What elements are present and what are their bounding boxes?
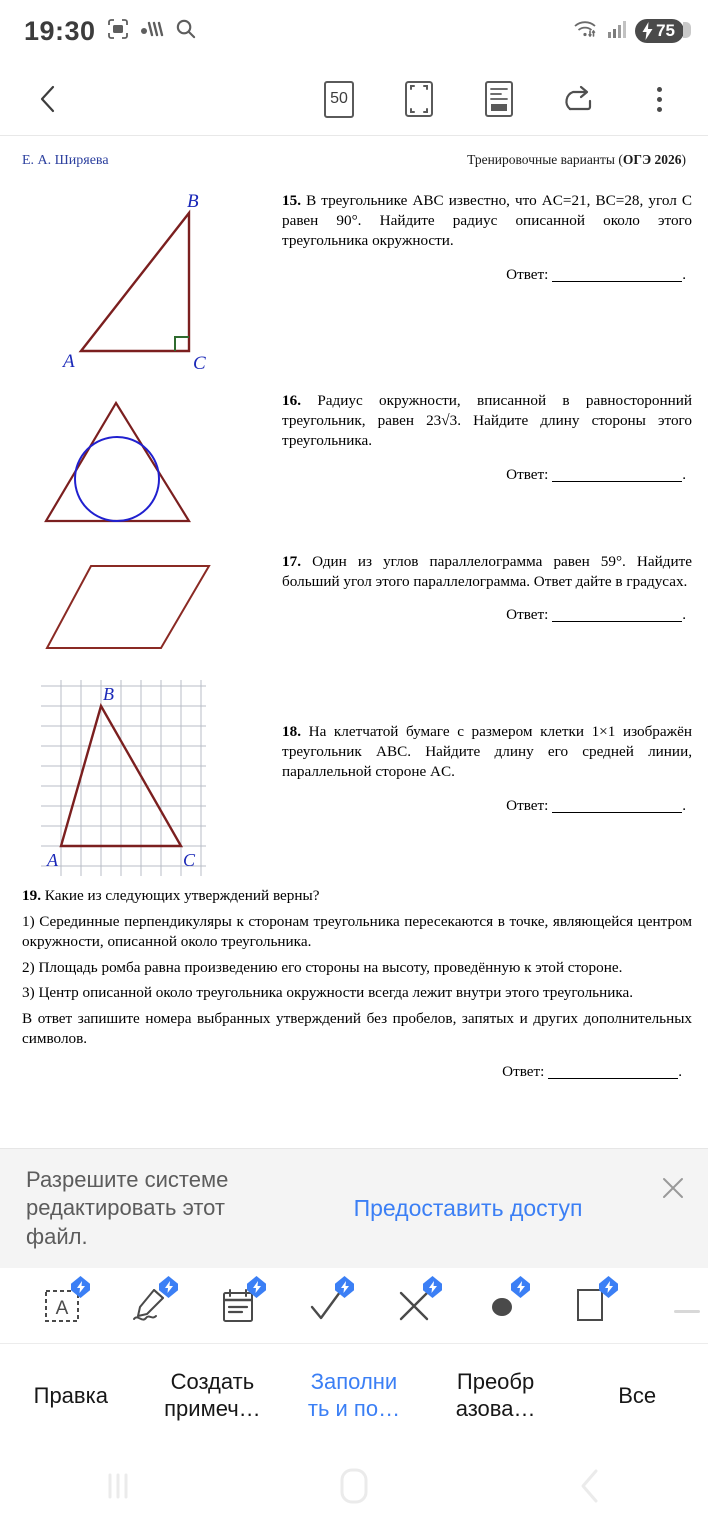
banner-close-button[interactable] (656, 1171, 690, 1205)
status-bar-left (24, 16, 197, 47)
answer-label: Ответ: (506, 796, 549, 814)
problem-15-body: В треугольнике ABC известно, что AC=21, BC=28, угол C равен 90°. Найдите радиус описанной около этого треугольника окружности. (282, 192, 693, 250)
back-icon (575, 1466, 605, 1506)
outline-icon (484, 80, 514, 118)
right-angle-mark (175, 337, 189, 351)
answer-label: Ответ: (502, 1062, 545, 1080)
problem-15 (0, 191, 708, 371)
problem-18-answer[interactable]: Ответ: . (506, 796, 686, 814)
toolbar-actions (322, 80, 682, 118)
bottom-nav-item-comment[interactable] (142, 1369, 284, 1423)
signal-icon (607, 19, 628, 44)
problem-15-text (282, 191, 708, 285)
back-button[interactable] (26, 77, 70, 121)
problem-16 (0, 391, 708, 536)
problem-19-title: Какие из следующих утверждений верны? (44, 887, 320, 904)
status-bar (0, 0, 708, 62)
problem-19 (0, 880, 708, 1082)
more-options-button[interactable] (642, 80, 676, 118)
fit-page-icon (404, 80, 434, 118)
figure-right-triangle-abc (0, 191, 282, 371)
vertex-label-b: B (187, 191, 199, 212)
problem-15-answer[interactable]: Ответ: . (506, 265, 686, 283)
app-toolbar (0, 62, 708, 136)
figure-grid-triangle-abc (0, 680, 282, 880)
problem-16-answer[interactable]: Ответ: . (506, 465, 686, 483)
bottom-nav-item-edit[interactable] (0, 1383, 142, 1410)
figure-equilateral-triangle-incircle (0, 391, 282, 536)
answer-label: Ответ: (506, 606, 549, 624)
problem-16-number: 16. (282, 392, 301, 409)
answer-label: Ответ: (506, 465, 549, 483)
bottom-nav-label-line2: ть и по… (307, 1396, 401, 1421)
tools-overflow-indicator[interactable] (674, 1310, 700, 1313)
android-navigation-bar (0, 1448, 708, 1524)
problem-17-number: 17. (282, 553, 301, 570)
share-button[interactable] (562, 80, 596, 118)
problem-18 (0, 680, 708, 880)
status-bar-right (573, 18, 684, 45)
answer-label: Ответ: (506, 265, 549, 283)
answer-blank[interactable] (548, 1078, 678, 1079)
vertex-label-c: C (193, 353, 206, 371)
checkmark-tool[interactable] (282, 1274, 370, 1338)
rectangle-tool[interactable] (546, 1274, 634, 1338)
inscribed-circle (75, 437, 159, 521)
sound-wave-icon (140, 19, 164, 44)
problem-19-answer[interactable]: Ответ: . (502, 1062, 682, 1080)
page-number-button[interactable] (322, 80, 356, 118)
share-icon (562, 82, 596, 116)
home-icon (337, 1466, 371, 1506)
problem-17 (0, 552, 708, 662)
close-icon (659, 1174, 687, 1202)
answer-blank[interactable] (552, 621, 682, 622)
note-tool[interactable] (194, 1274, 282, 1338)
fit-page-button[interactable] (402, 80, 436, 118)
status-clock: 19:30 (24, 15, 96, 46)
problem-18-text (282, 680, 708, 816)
vertex-label-a: A (63, 351, 75, 371)
battery-level: 75 (656, 21, 675, 40)
header-right-plain: Тренировочные варианты ( (467, 152, 623, 167)
problem-16-body-before: Радиус окружности, вписанной в равносторонний треугольник, равен 23 (282, 392, 693, 430)
problem-15-number: 15. (282, 192, 301, 209)
bottom-nav-label-line1: Преобр (456, 1369, 535, 1395)
back-nav-button[interactable] (560, 1464, 620, 1508)
problem-19-statement-3: 3) Центр описанной около треугольника окружности всегда лежит внутри этого треугольника. (22, 984, 634, 1002)
charging-bolt-icon (641, 22, 654, 40)
permission-banner (0, 1148, 708, 1268)
bottom-nav-label-line1: Правка (33, 1382, 108, 1408)
problem-19-number: 19. (22, 887, 41, 904)
problem-19-instruction: В ответ запишите номера выбранных утверждений без пробелов, запятых и других дополнительных символов. (22, 1009, 692, 1048)
search-icon (174, 17, 197, 45)
annotation-tools-bar (0, 1268, 708, 1344)
bottom-nav-item-convert[interactable] (425, 1369, 567, 1423)
problem-19-statement-2: 2) Площадь ромба равна произведению его стороны на высоту, проведённую к этой стороне. (22, 958, 623, 976)
back-icon (35, 83, 61, 115)
bottom-nav-item-all[interactable] (566, 1383, 708, 1410)
document-header-right (467, 152, 686, 168)
bottom-nav-label-line2: примеч… (164, 1396, 261, 1421)
home-button[interactable] (324, 1464, 384, 1508)
tools-divider (0, 1343, 708, 1344)
header-right-tail: ) (681, 152, 686, 167)
problem-19-title-line (22, 886, 692, 907)
signature-tool[interactable] (106, 1274, 194, 1338)
page-number-box: 50 (324, 81, 354, 118)
vertex-label-c: C (183, 850, 196, 870)
answer-blank[interactable] (552, 281, 682, 282)
grant-access-button[interactable]: Предоставить доступ (353, 1195, 583, 1221)
battery-indicator (635, 19, 684, 43)
recents-icon (103, 1469, 133, 1503)
vertex-label-b: B (103, 684, 114, 704)
bottom-nav-item-fill-and-sign[interactable] (283, 1369, 425, 1423)
cross-tool[interactable] (370, 1274, 458, 1338)
problem-16-radical: √3 (441, 412, 458, 430)
problem-17-answer[interactable]: Ответ: . (506, 606, 686, 624)
header-right-bold: ОГЭ 2026 (622, 152, 682, 167)
text-box-tool[interactable] (18, 1274, 106, 1338)
answer-blank[interactable] (552, 812, 682, 813)
bottom-nav-label-line2: азова… (455, 1396, 536, 1421)
figure-parallelogram (0, 552, 282, 662)
svg-text:A: A (55, 1298, 69, 1319)
bottom-nav-label-line1: Все (618, 1382, 657, 1408)
document-header (0, 136, 708, 169)
outline-button[interactable] (482, 80, 516, 118)
answer-blank[interactable] (552, 481, 682, 482)
bottom-nav-label-line1: Заполни (310, 1369, 398, 1395)
problem-16-text (282, 391, 708, 485)
more-icon (657, 87, 662, 112)
problem-18-body: На клетчатой бумаге с размером клетки 1×1 изображён треугольник ABC. Найдите длину его средней линии, параллельной стороне AC. (282, 723, 693, 781)
bottom-nav-label-line1: Создать (170, 1369, 255, 1395)
dot-tool[interactable] (458, 1274, 546, 1338)
problem-16-body-after: . Найдите длину стороны этого треугольника. (282, 412, 692, 450)
bottom-nav (0, 1344, 708, 1448)
problem-18-number: 18. (282, 723, 301, 740)
problem-17-body: Один из углов параллелограмма равен 59°. Найдите больший угол этого параллелограмма. Ответ дайте в градусах. (282, 553, 692, 591)
screenshot-icon (106, 17, 130, 46)
vertex-label-a: A (47, 850, 58, 870)
recents-button[interactable] (88, 1464, 148, 1508)
document-author: Е. А. Ширяева (22, 153, 109, 168)
problem-19-statement-1: 1) Серединные перпендикуляры к сторонам треугольника пересекаются в точке, являющейся центром окружности, описанной около треугольника. (22, 912, 692, 951)
document-page[interactable] (0, 136, 708, 1148)
problem-17-text (282, 552, 708, 626)
wifi-icon (573, 18, 600, 45)
permission-message: Разрешите системе редактировать этот файл. (26, 1166, 229, 1249)
